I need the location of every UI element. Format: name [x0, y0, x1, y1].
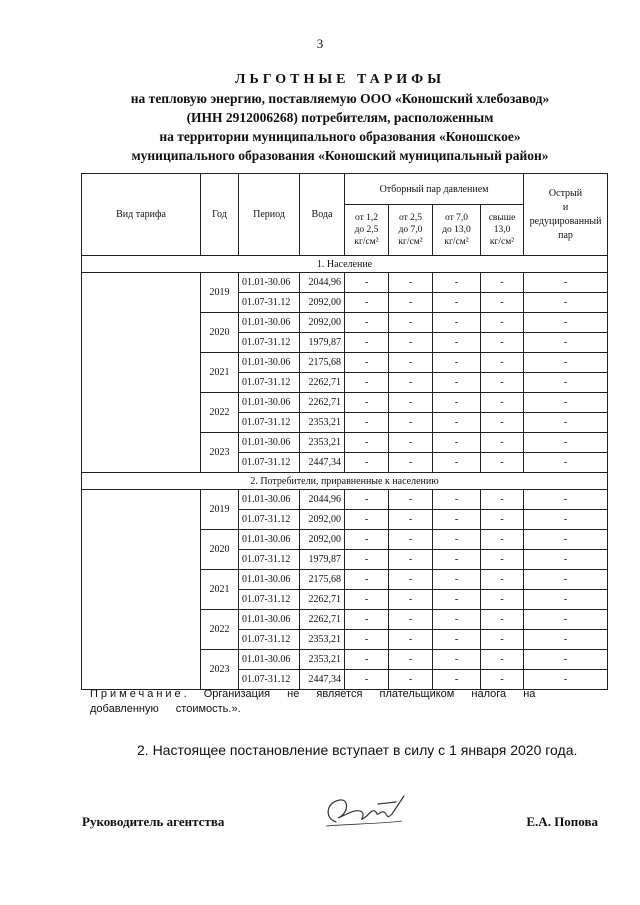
dash-cell: -: [389, 333, 433, 353]
water-value-cell: 2262,71: [300, 590, 345, 610]
water-value-cell: 2092,00: [300, 293, 345, 313]
dash-cell: -: [524, 590, 608, 610]
dash-cell: -: [389, 570, 433, 590]
period-cell: 01.01-30.06: [239, 650, 300, 670]
water-value-cell: 2175,68: [300, 570, 345, 590]
dash-cell: -: [389, 510, 433, 530]
dash-cell: -: [481, 373, 524, 393]
dash-cell: -: [524, 333, 608, 353]
water-value-cell: 1979,87: [300, 550, 345, 570]
water-value-cell: 2092,00: [300, 530, 345, 550]
period-cell: 01.07-31.12: [239, 670, 300, 690]
period-cell: 01.07-31.12: [239, 510, 300, 530]
header-sub-1: от 1,2 до 2,5 кг/см²: [345, 205, 389, 256]
period-cell: 01.01-30.06: [239, 313, 300, 333]
dash-cell: -: [524, 510, 608, 530]
section-title: 2. Потребители, приравненные к населению: [82, 473, 608, 490]
dash-cell: -: [389, 373, 433, 393]
year-cell: 2022: [201, 393, 239, 433]
dash-cell: -: [345, 333, 389, 353]
water-value-cell: 2262,71: [300, 393, 345, 413]
dash-cell: -: [433, 510, 481, 530]
dash-cell: -: [524, 273, 608, 293]
dash-cell: -: [433, 590, 481, 610]
note: [90, 687, 600, 717]
dash-cell: -: [345, 313, 389, 333]
dash-cell: -: [433, 570, 481, 590]
title-line-4: на территории муниципального образования «Коношское»: [159, 129, 521, 144]
year-cell: 2019: [201, 273, 239, 313]
year-cell: 2019: [201, 490, 239, 530]
dash-cell: -: [481, 570, 524, 590]
dash-cell: -: [433, 393, 481, 413]
dash-cell: -: [389, 293, 433, 313]
header-otbor: Отборный пар давлением: [345, 174, 524, 205]
dash-cell: -: [345, 353, 389, 373]
dash-cell: -: [433, 273, 481, 293]
period-cell: 01.01-30.06: [239, 610, 300, 630]
dash-cell: -: [481, 610, 524, 630]
dash-cell: -: [389, 610, 433, 630]
year-cell: 2020: [201, 313, 239, 353]
dash-cell: -: [389, 550, 433, 570]
dash-cell: -: [481, 590, 524, 610]
dash-cell: -: [524, 433, 608, 453]
handwritten-signature: [318, 788, 418, 838]
tariff-table: [81, 173, 608, 690]
header-period: Период: [239, 174, 300, 256]
period-cell: 01.07-31.12: [239, 590, 300, 610]
dash-cell: -: [345, 550, 389, 570]
dash-cell: -: [524, 550, 608, 570]
dash-cell: -: [481, 433, 524, 453]
dash-cell: -: [345, 293, 389, 313]
dash-cell: -: [389, 393, 433, 413]
header-god: Год: [201, 174, 239, 256]
dash-cell: -: [524, 393, 608, 413]
dash-cell: -: [433, 650, 481, 670]
effective-date-paragraph: 2. Настоящее постановление вступает в силу с 1 января 2020 года.: [137, 742, 578, 758]
dash-cell: -: [345, 453, 389, 473]
dash-cell: -: [481, 293, 524, 313]
dash-cell: -: [345, 273, 389, 293]
year-cell: 2022: [201, 610, 239, 650]
header-ostry: [524, 174, 608, 256]
dash-cell: -: [524, 313, 608, 333]
dash-cell: -: [433, 530, 481, 550]
document-title: [80, 70, 600, 165]
dash-cell: -: [433, 550, 481, 570]
water-value-cell: 2353,21: [300, 650, 345, 670]
table-row: [82, 490, 608, 510]
dash-cell: -: [524, 530, 608, 550]
period-cell: 01.07-31.12: [239, 293, 300, 313]
dash-cell: -: [524, 650, 608, 670]
dash-cell: -: [345, 650, 389, 670]
dash-cell: -: [481, 630, 524, 650]
period-cell: 01.01-30.06: [239, 530, 300, 550]
tariff-type-cell: [82, 490, 201, 690]
water-value-cell: 2092,00: [300, 313, 345, 333]
period-cell: 01.01-30.06: [239, 353, 300, 373]
dash-cell: -: [481, 550, 524, 570]
dash-cell: -: [345, 610, 389, 630]
period-cell: 01.07-31.12: [239, 373, 300, 393]
water-value-cell: 2353,21: [300, 630, 345, 650]
title-line-2: на тепловую энергию, поставляемую ООО «Коношский хлебозавод»: [130, 91, 550, 106]
period-cell: 01.01-30.06: [239, 490, 300, 510]
dash-cell: -: [389, 433, 433, 453]
dash-cell: -: [433, 630, 481, 650]
dash-cell: -: [389, 273, 433, 293]
dash-cell: -: [481, 453, 524, 473]
dash-cell: -: [345, 433, 389, 453]
header-ostry-text: Острый и редуцированный пар: [529, 187, 602, 241]
year-cell: 2021: [201, 353, 239, 393]
dash-cell: -: [389, 590, 433, 610]
dash-cell: -: [389, 453, 433, 473]
period-cell: 01.07-31.12: [239, 453, 300, 473]
dash-cell: -: [481, 490, 524, 510]
dash-cell: -: [481, 273, 524, 293]
dash-cell: -: [345, 670, 389, 690]
dash-cell: -: [524, 670, 608, 690]
dash-cell: -: [389, 490, 433, 510]
water-value-cell: 2092,00: [300, 510, 345, 530]
dash-cell: -: [524, 353, 608, 373]
water-value-cell: 2353,21: [300, 413, 345, 433]
dash-cell: -: [433, 433, 481, 453]
dash-cell: -: [389, 413, 433, 433]
water-value-cell: 2447,34: [300, 670, 345, 690]
year-cell: 2023: [201, 433, 239, 473]
dash-cell: -: [481, 510, 524, 530]
water-value-cell: 2044,96: [300, 273, 345, 293]
dash-cell: -: [345, 393, 389, 413]
water-value-cell: 2175,68: [300, 353, 345, 373]
dash-cell: -: [345, 570, 389, 590]
dash-cell: -: [433, 373, 481, 393]
water-value-cell: 2262,71: [300, 373, 345, 393]
note-label: Примечание.: [90, 688, 190, 700]
period-cell: 01.07-31.12: [239, 630, 300, 650]
water-value-cell: 1979,87: [300, 333, 345, 353]
page-number: 3: [316, 36, 324, 51]
dash-cell: -: [524, 630, 608, 650]
water-value-cell: 2447,34: [300, 453, 345, 473]
note-text: Организация не является плательщиком налога на добавленную стоимость.».: [90, 688, 536, 715]
section-title: 1. Население: [82, 256, 608, 273]
dash-cell: -: [481, 650, 524, 670]
dash-cell: -: [433, 293, 481, 313]
dash-cell: -: [524, 413, 608, 433]
dash-cell: -: [524, 453, 608, 473]
dash-cell: -: [481, 530, 524, 550]
dash-cell: -: [524, 490, 608, 510]
dash-cell: -: [433, 610, 481, 630]
signatory-name: Е.А. Попова: [526, 814, 598, 829]
dash-cell: -: [433, 353, 481, 373]
dash-cell: -: [345, 590, 389, 610]
header-sub-4: свыше 13,0 кг/см²: [481, 205, 524, 256]
dash-cell: -: [433, 490, 481, 510]
dash-cell: -: [481, 413, 524, 433]
dash-cell: -: [481, 670, 524, 690]
period-cell: 01.07-31.12: [239, 333, 300, 353]
dash-cell: -: [389, 630, 433, 650]
dash-cell: -: [433, 413, 481, 433]
tariff-type-cell: [82, 273, 201, 473]
period-cell: 01.01-30.06: [239, 393, 300, 413]
title-line-5: муниципального образования «Коношский муниципальный район»: [131, 148, 549, 163]
water-value-cell: 2044,96: [300, 490, 345, 510]
header-vid: Вид тарифа: [82, 174, 201, 256]
dash-cell: -: [481, 353, 524, 373]
dash-cell: -: [345, 530, 389, 550]
year-cell: 2023: [201, 650, 239, 690]
dash-cell: -: [389, 670, 433, 690]
title-line-3: (ИНН 2912006268) потребителям, расположенным: [186, 110, 494, 125]
dash-cell: -: [433, 333, 481, 353]
dash-cell: -: [389, 650, 433, 670]
period-cell: 01.01-30.06: [239, 570, 300, 590]
header-sub-3: от 7,0 до 13,0 кг/см²: [433, 205, 481, 256]
table-row: [82, 273, 608, 293]
dash-cell: -: [345, 510, 389, 530]
dash-cell: -: [433, 670, 481, 690]
dash-cell: -: [389, 313, 433, 333]
dash-cell: -: [524, 293, 608, 313]
dash-cell: -: [524, 610, 608, 630]
period-cell: 01.01-30.06: [239, 433, 300, 453]
dash-cell: -: [345, 373, 389, 393]
dash-cell: -: [481, 313, 524, 333]
year-cell: 2021: [201, 570, 239, 610]
signatory-position: Руководитель агентства: [82, 814, 225, 829]
dash-cell: -: [345, 630, 389, 650]
dash-cell: -: [389, 530, 433, 550]
period-cell: 01.01-30.06: [239, 273, 300, 293]
year-cell: 2020: [201, 530, 239, 570]
water-value-cell: 2353,21: [300, 433, 345, 453]
water-value-cell: 2262,71: [300, 610, 345, 630]
period-cell: 01.07-31.12: [239, 550, 300, 570]
dash-cell: -: [345, 490, 389, 510]
dash-cell: -: [433, 453, 481, 473]
header-voda: Вода: [300, 174, 345, 256]
header-sub-2: от 2,5 до 7,0 кг/см²: [389, 205, 433, 256]
dash-cell: -: [481, 393, 524, 413]
period-cell: 01.07-31.12: [239, 413, 300, 433]
dash-cell: -: [389, 353, 433, 373]
dash-cell: -: [524, 373, 608, 393]
dash-cell: -: [433, 313, 481, 333]
dash-cell: -: [524, 570, 608, 590]
dash-cell: -: [345, 413, 389, 433]
title-line-1: ЛЬГОТНЫЕ ТАРИФЫ: [235, 72, 445, 87]
dash-cell: -: [481, 333, 524, 353]
